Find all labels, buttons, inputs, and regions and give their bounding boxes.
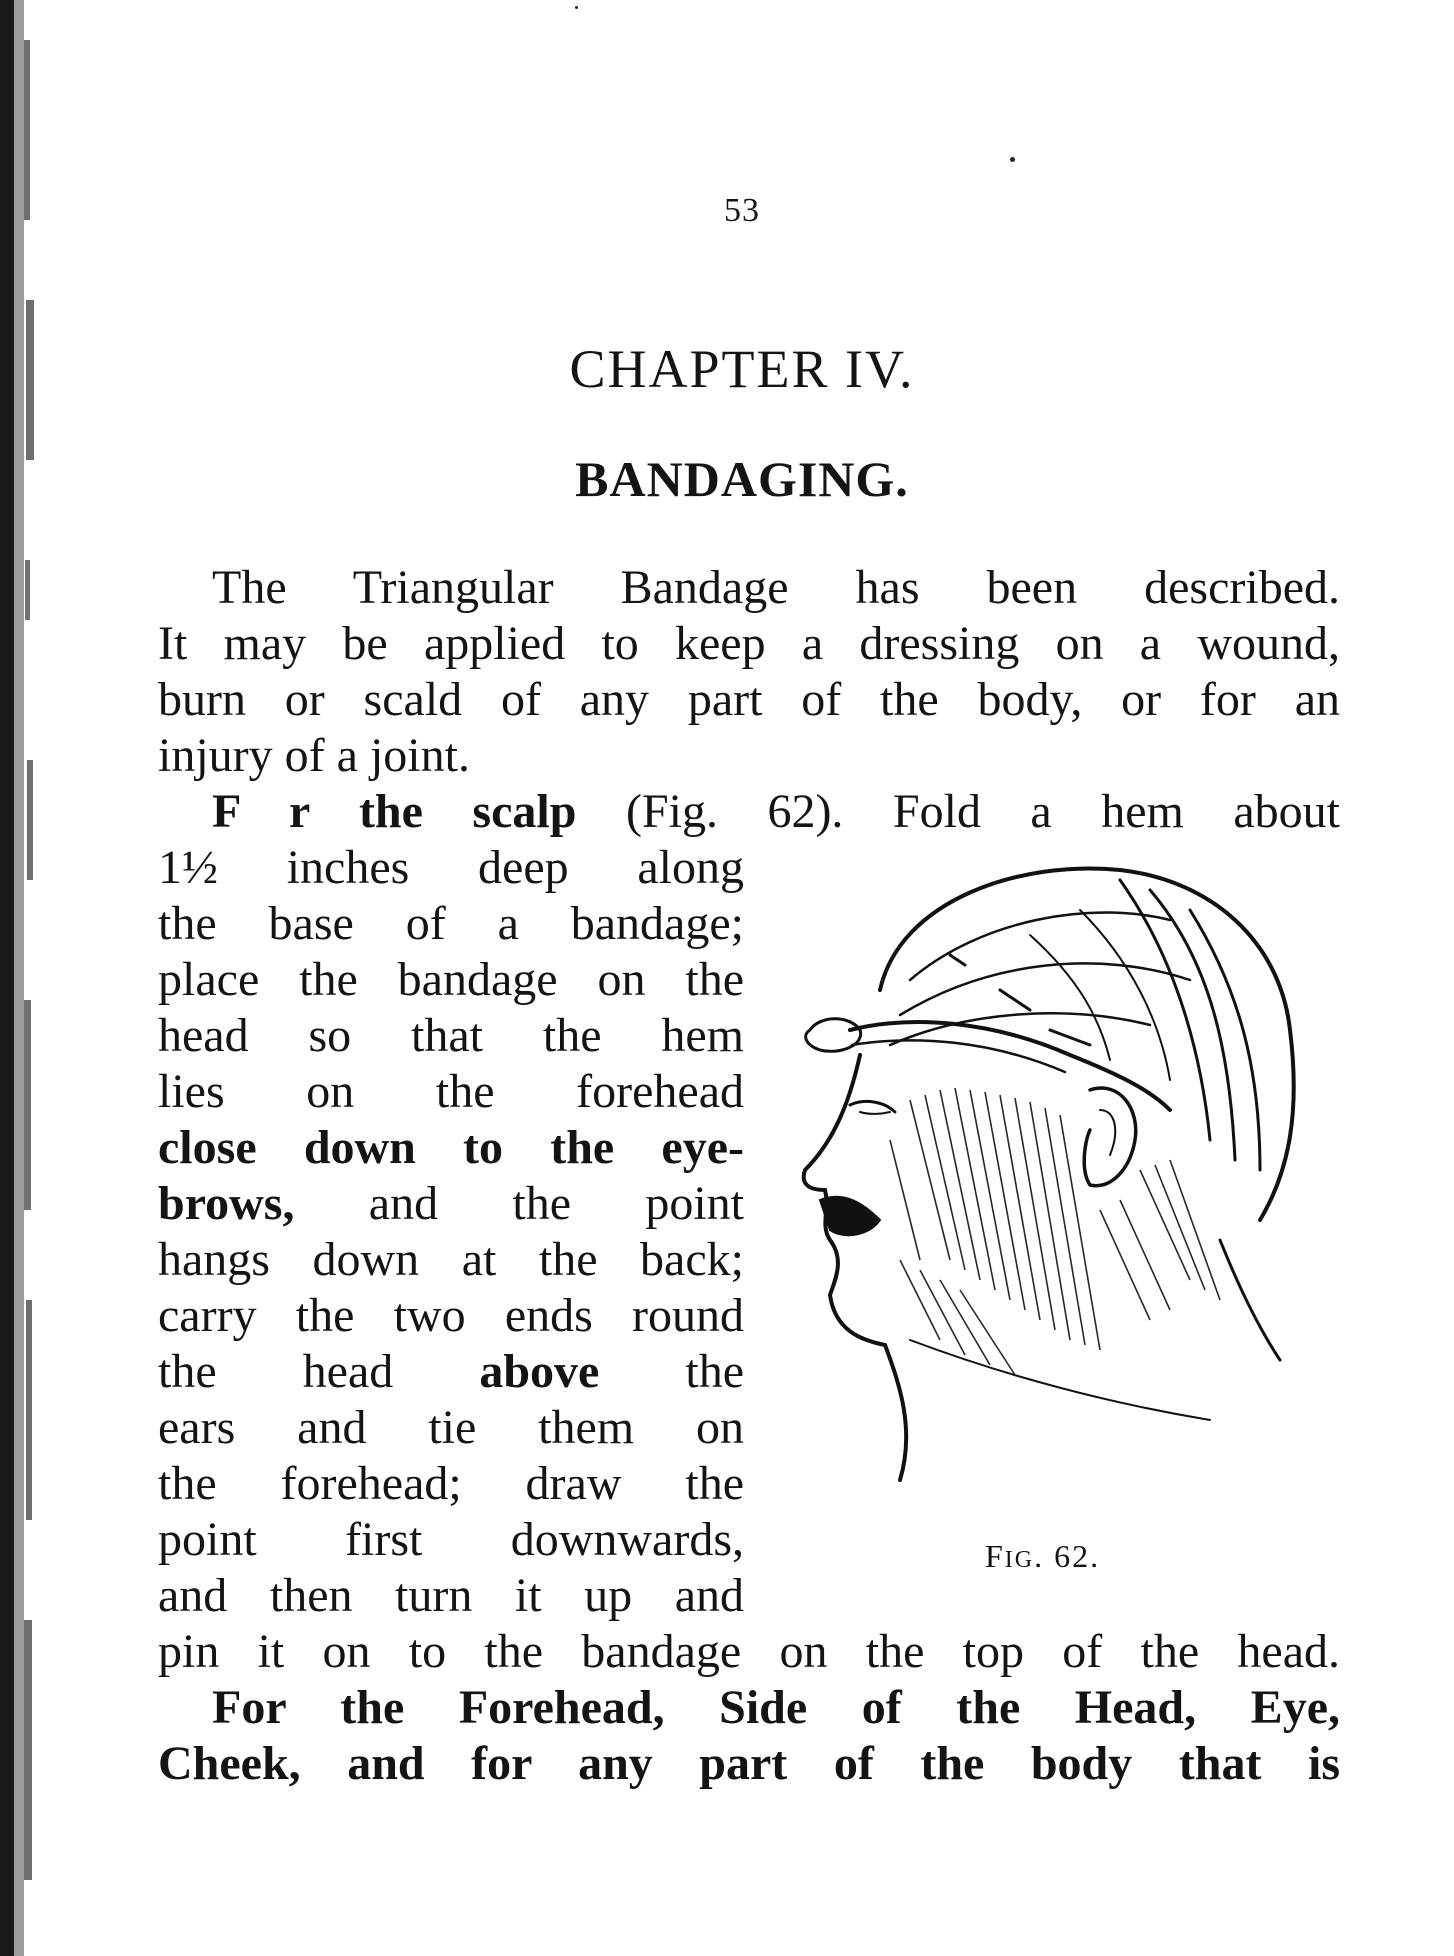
scalp-heading-line [212, 784, 1340, 840]
emphasis-text: above [479, 1345, 600, 1398]
scalp-heading-rest: (Fig. 62). Fold a hem about [576, 785, 1340, 838]
body-text: the head [158, 1345, 480, 1398]
body-line: point first downwards, [158, 1513, 744, 1566]
emphasis-text: For the Forehead, Side of the Head, Eye, [212, 1681, 1340, 1734]
body-line: lies on the forehead [158, 1065, 744, 1118]
body-line: burn or scald of any part of the body, or for an [158, 673, 1340, 726]
body-line: the base of a bandage; [158, 897, 744, 950]
chapter-heading: CHAPTER IV. [569, 339, 915, 399]
body-line: injury of a joint. [158, 729, 470, 782]
body-line: It may be applied to keep a dressing on a wound, [158, 617, 1340, 670]
body-line: ears and tie them on [158, 1401, 744, 1454]
body-line: place the bandage on the [158, 953, 744, 1006]
stray-mark [1010, 157, 1015, 162]
stray-mark [575, 6, 578, 9]
body-line: hangs down at the back; [158, 1233, 744, 1286]
body-line-bold [212, 1680, 1340, 1736]
emphasis-text: close down to the eye- [158, 1121, 744, 1174]
figure-caption: FIG. 62. [985, 1538, 1101, 1574]
section-title: BANDAGING. [575, 451, 909, 507]
body-text: the [599, 1345, 745, 1398]
body-line [158, 1176, 744, 1232]
page-binding-edge [0, 0, 50, 1956]
body-line: the forehead; draw the [158, 1457, 744, 1510]
body-text: and the point [294, 1177, 744, 1230]
body-line-bold [158, 1736, 1340, 1792]
emphasis-text: Cheek, and for any part of the body that is [158, 1737, 1340, 1790]
body-line [158, 1344, 744, 1400]
body-line: and then turn it up and [158, 1569, 744, 1622]
emphasis-text: brows, [158, 1177, 295, 1230]
scalp-heading: F r the scalp [212, 785, 577, 838]
body-line: carry the two ends round [158, 1289, 744, 1342]
bandaged-head-illustration [790, 840, 1320, 1500]
body-line-bold [158, 1120, 744, 1176]
body-line: 1½ inches deep along [158, 841, 744, 894]
body-line: head so that the hem [158, 1009, 744, 1062]
body-line: pin it on to the bandage on the top of the head. [158, 1625, 1340, 1678]
page-number: 53 [724, 192, 760, 229]
body-line: The Triangular Bandage has been described. [212, 561, 1340, 614]
